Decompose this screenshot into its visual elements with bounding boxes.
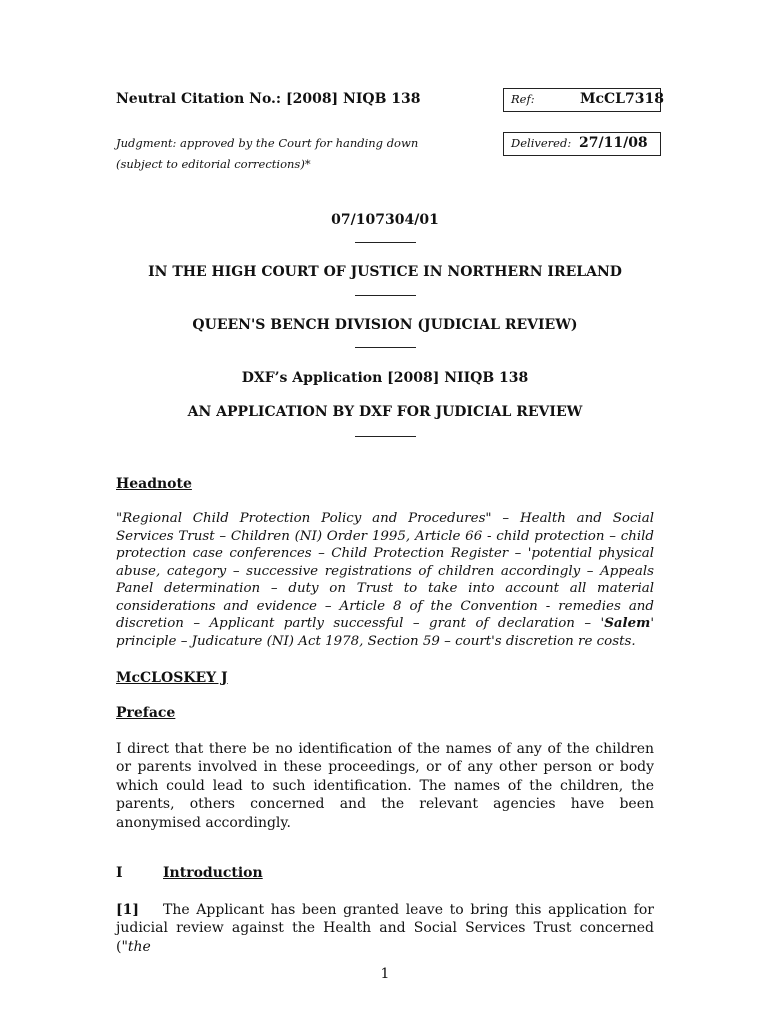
ref-label: Ref: <box>511 92 535 106</box>
paragraph-1 <box>116 901 654 956</box>
section-title: Introduction <box>163 865 263 881</box>
ref-box <box>503 88 664 112</box>
approval-line-1: Judgment: approved by the Court for handing down <box>116 136 419 150</box>
headnote-case-name: Salem <box>604 615 651 631</box>
headnote-text-part: "Regional Child Protection Policy and Procedures" – Health and Social Services Trust – Children (NI) Order 1995, Article 66 - child protection – child protection case conferences – Child Protection Register – 'potential physical abuse, category – successive registrations of children accordingly – Appeals Panel determination – duty on Trust to take into account all material considerations and evidence – Article 8 of the Convention - remedies and discretion – Applicant partly successful – grant of declaration – ' <box>116 511 654 631</box>
delivered-value: 27/11/08 <box>579 135 648 151</box>
divider <box>355 242 416 243</box>
divider <box>355 295 416 296</box>
neutral-citation: Neutral Citation No.: [2008] NIQB 138 <box>116 91 421 107</box>
paragraph-text-italic: the <box>127 938 151 955</box>
ref-value: McCL7318 <box>580 91 664 107</box>
page-number: 1 <box>380 966 390 982</box>
headnote-text <box>116 510 654 650</box>
paragraph-number: [1] <box>116 902 139 918</box>
preface-text: I direct that there be no identification of the names of any of the children or parents involved in these proceedings, or of any other person or body which could lead to such identification. The names of the children, the parents, others concerned and the relevant agencies have been anonymised accordingly. <box>116 741 654 831</box>
case-number: 07/107304/01 <box>331 212 439 228</box>
delivered-box <box>503 132 661 156</box>
case-name: DXF’s Application [2008] NIIQB 138 <box>241 370 529 386</box>
preface-heading: Preface <box>116 705 176 721</box>
division-title: QUEEN'S BENCH DIVISION (JUDICIAL REVIEW) <box>192 317 578 333</box>
divider <box>355 347 416 348</box>
delivered-label: Delivered: <box>511 136 572 150</box>
approval-line-2: (subject to editorial corrections)* <box>116 157 311 171</box>
divider <box>355 436 416 437</box>
paragraph-text: The Applicant has been granted leave to bring this application for judicial review against the Health and Social Services Trust concerned (" <box>116 902 654 955</box>
headnote-heading: Headnote <box>116 476 192 492</box>
section-number: I <box>116 865 123 881</box>
judge-name: McCLOSKEY J <box>116 670 228 686</box>
headnote-text-part: ' principle – Judicature (NI) Act 1978, Section 59 – court's discretion re costs. <box>116 616 654 649</box>
application-title: AN APPLICATION BY DXF FOR JUDICIAL REVIEW <box>187 404 583 420</box>
court-title: IN THE HIGH COURT OF JUSTICE IN NORTHERN IRELAND <box>148 264 622 280</box>
